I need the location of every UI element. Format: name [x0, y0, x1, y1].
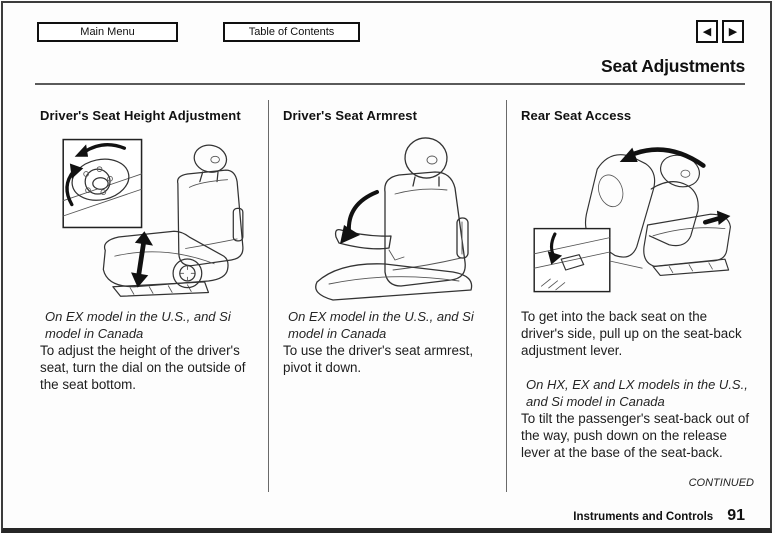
- previous-page-button[interactable]: [696, 20, 718, 43]
- seat-armrest-illustration: [289, 130, 504, 302]
- instruction-text: To get into the back seat on the driver's side, pull up on the seat-back adjustment lever.: [521, 309, 742, 358]
- column-heading: Rear Seat Access: [521, 108, 632, 123]
- instruction-text: To adjust the height of the driver's seat, turn the dial on the outside of the seat bottom.: [40, 343, 246, 392]
- title-rule: [35, 83, 745, 85]
- page-footer: [573, 507, 745, 525]
- content-columns: [35, 100, 754, 492]
- instruction-text: To use the driver's seat armrest, pivot it down.: [283, 343, 474, 375]
- model-note: On EX model in the U.S., and Si model in Canada: [288, 309, 474, 341]
- column-seat-armrest: [268, 100, 506, 492]
- continued-label: CONTINUED: [688, 477, 754, 489]
- column-rear-seat-access: [506, 100, 756, 492]
- left-arrow-icon: ◀: [702, 26, 712, 38]
- footer-section-label: Instruments and Controls: [573, 511, 714, 523]
- right-arrow-icon: ▶: [728, 26, 738, 38]
- main-menu-button[interactable]: Main Menu: [37, 22, 178, 42]
- column-heading: Driver's Seat Armrest: [283, 108, 418, 123]
- next-page-button[interactable]: [722, 20, 744, 43]
- table-of-contents-button[interactable]: Table of Contents: [223, 22, 360, 42]
- instruction-text: To tilt the passenger's seat-back out of the way, push down on the release lever at the base of the seat-back.: [521, 411, 750, 460]
- page-number: 91: [727, 507, 745, 524]
- page-title: Seat Adjustments: [601, 56, 745, 76]
- column-heading: Driver's Seat Height Adjustment: [40, 108, 241, 123]
- seat-height-dial-illustration: [46, 130, 261, 302]
- model-note: On EX model in the U.S., and Si model in Canada: [45, 309, 231, 341]
- rear-seat-access-illustration: [527, 130, 752, 302]
- column-seat-height-adjustment: [35, 100, 268, 492]
- model-note: On HX, EX and LX models in the U.S., and Si model in Canada: [526, 377, 748, 409]
